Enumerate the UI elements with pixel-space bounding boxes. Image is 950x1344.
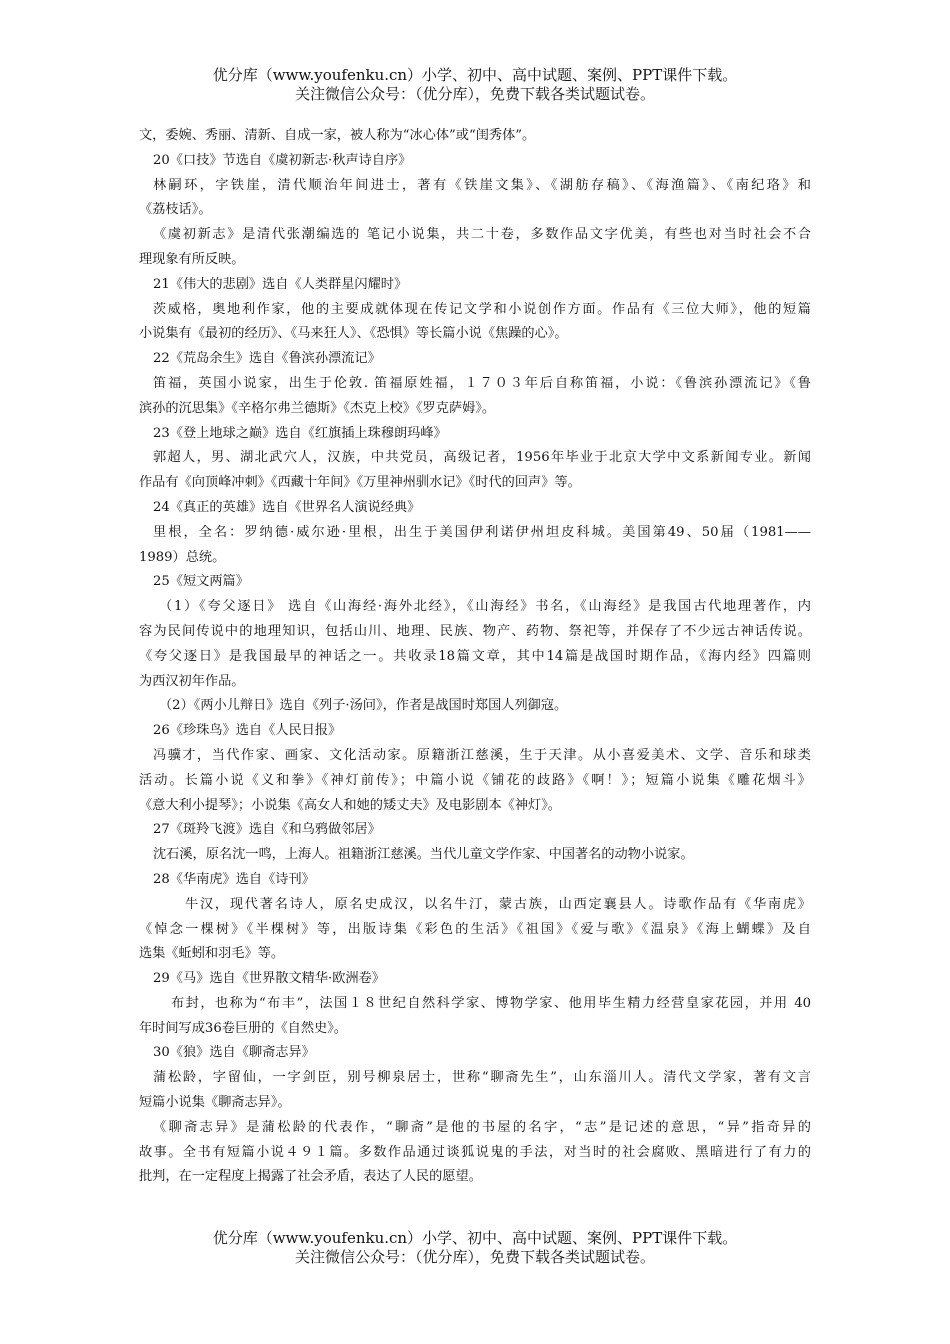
text-line: 27《斑羚飞渡》选自《和乌鸦做邻居》 <box>153 822 381 838</box>
text-line: 郭超人，男、湖北武穴人，汉族，中共党员，高级记者，1956年毕业于北京大学中文系新闻专业。新闻 <box>153 450 811 466</box>
text-line: 《聊斋志异》是蒲松龄的代表作，“聊斋”是他的书屋的名字，“志”是记述的意思，“异”指奇异的 <box>153 1119 811 1135</box>
text-line: 26《珍珠鸟》选自《人民日报》 <box>153 723 342 739</box>
text-line: 理现象有所反映。 <box>139 251 245 267</box>
text-line: 《意大利小提琴》；小说集《高女人和她的矮丈夫》及电影剧本《神灯》。 <box>139 797 561 813</box>
text-line: 冯骥才，当代作家、画家、文化活动家。原籍浙江慈溪，生于天津。从小喜爱美术、文学、音乐和球类 <box>153 747 811 763</box>
text-line: 选集《蚯蚓和羽毛》等。 <box>139 946 285 962</box>
text-line: 25《短文两篇》 <box>153 574 249 590</box>
text-line: 短篇小说集《聊斋志异》。 <box>139 1095 291 1111</box>
text-line: 24《真正的英雄》选自《世界名人演说经典》 <box>153 499 421 515</box>
page-header <box>0 66 950 104</box>
text-line: 年时间写成36卷巨册的《自然史》。 <box>139 1020 347 1036</box>
text-line: 为西汉初年作品。 <box>139 673 245 689</box>
text-line: 20《口技》节选自《虞初新志·秋声诗自序》 <box>153 152 412 168</box>
footer-line-1: 优分库（www.youfenku.cn）小学、初中、高中试题、案例、PPT课件下载。 <box>212 1229 738 1247</box>
text-line: 作品有《向顶峰冲刺》《西藏十年间》《万里神州驯水记》《时代的回声》等。 <box>139 475 581 491</box>
text-line: 小说集有《最初的经历》、《马来狂人》、《恐惧》等长篇小说《焦躁的心》。 <box>139 326 568 342</box>
text-line: 茨威格，奥地利作家，他的主要成就体现在传记文学和小说创作方面。作品有《三位大师》，他的短篇 <box>153 301 811 317</box>
text-line: 容为民间传说中的地理知识，包括山川、地理、民族、物产、药物、祭祀等，并保存了不少远古神话传说。 <box>139 623 811 639</box>
header-line-1: 优分库（www.youfenku.cn）小学、初中、高中试题、案例、PPT课件下载。 <box>212 66 738 84</box>
text-line: 蒲松龄，字留仙，一字剑臣，别号柳泉居士，世称“聊斋先生”，山东淄川人。清代文学家，著有文言 <box>153 1070 811 1086</box>
text-line: 《虞初新志》是清代张潮编选的 笔记小说集，共二十卷，多数作品文字优美，有些也对当时社会不合 <box>153 227 811 243</box>
text-line: 《荔枝话》。 <box>139 202 212 218</box>
text-line: 22《荒岛余生》选自《鲁滨孙漂流记》 <box>153 351 381 367</box>
text-line: 林嗣环，字铁崖，清代顺治年间进士，著有《铁崖文集》、《湖舫存稿》、《海渔篇》、《南纪珞》和 <box>153 177 811 193</box>
text-line: 文，委婉、秀丽、清新、自成一家，被人称为“冰心体”或“闺秀体”。 <box>139 128 536 143</box>
text-line: 《夸父逐日》是我国最早的神话之一。共收录18篇文章，其中14篇是战国时期作品，《海内经》四篇则 <box>139 648 811 664</box>
text-line: 30《狼》选自《聊斋志异》 <box>153 1045 315 1061</box>
text-line: 里根，全名：罗纳德·威尔逊·里根，出生于美国伊利诺伊州坦皮科城。美国第49、50届（1981—— <box>153 524 811 540</box>
text-line: 活动。长篇小说《义和拳》《神灯前传》；中篇小说《铺花的歧路》《啊！》；短篇小说集《雕花烟斗》 <box>139 772 811 788</box>
document-body <box>139 124 811 1190</box>
text-line: 29《马》选自《世界散文精华·欧洲卷》 <box>153 971 385 987</box>
page-footer <box>0 1229 950 1267</box>
text-line: 1989）总统。 <box>139 549 226 565</box>
footer-line-2: 关注微信公众号：（优分库），免费下载各类试题试卷。 <box>294 1248 655 1266</box>
header-line-2: 关注微信公众号：（优分库），免费下载各类试题试卷。 <box>294 85 655 103</box>
text-line: （1）《夸父逐日》 选自《山海经·海外北经》，《山海经》书名，《山海经》是我国古代地理著作，内 <box>159 599 811 615</box>
text-line: 滨孙的沉思集》《辛格尔弗兰德斯》《杰克上校》《罗克萨姆》。 <box>139 400 496 416</box>
text-line: 牛汉，现代著名诗人，原名史成汉，以名牛汀，蒙古族，山西定襄县人。诗歌作品有《华南虎》 <box>185 896 811 912</box>
text-line: 沈石溪，原名沈一鸣，上海人。祖籍浙江慈溪。当代儿童文学作家、中国著名的动物小说家。 <box>153 847 694 863</box>
text-line: 笛福，英国小说家，出生于伦敦. 笛福原姓福，１７０３年后自称笛福，小说：《鲁滨孙漂流记》《鲁 <box>153 375 811 391</box>
text-line: 批判，在一定程度上揭露了社会矛盾，表达了人民的愿望。 <box>139 1169 482 1185</box>
text-line: 23《登上地球之巅》选自《红旗插上珠穆朗玛峰》 <box>153 425 447 441</box>
text-line: 《悼念一棵树》《半棵树》等，出版诗集《彩色的生活》《祖国》《爱与歌》《温泉》《海上蝴蝶》及自 <box>139 921 811 937</box>
text-line: 布封，也称为“布丰”，法国１８世纪自然科学家、博物学家、他用毕生精力经营皇家花园，并用 40 <box>171 995 811 1011</box>
text-line: 28《华南虎》选自《诗刊》 <box>153 871 315 887</box>
text-line: 21《伟大的悲剧》选自《人类群星闪耀时》 <box>153 276 408 292</box>
text-line: 故事。全书有短篇小说４９１篇。多数作品通过谈狐说鬼的手法，对当时的社会腐败、黑暗进行了有力的 <box>139 1144 811 1160</box>
text-line: （2）《两小儿辩日》选自《列子·汤问》，作者是战国时郑国人列御寇。 <box>159 698 568 714</box>
